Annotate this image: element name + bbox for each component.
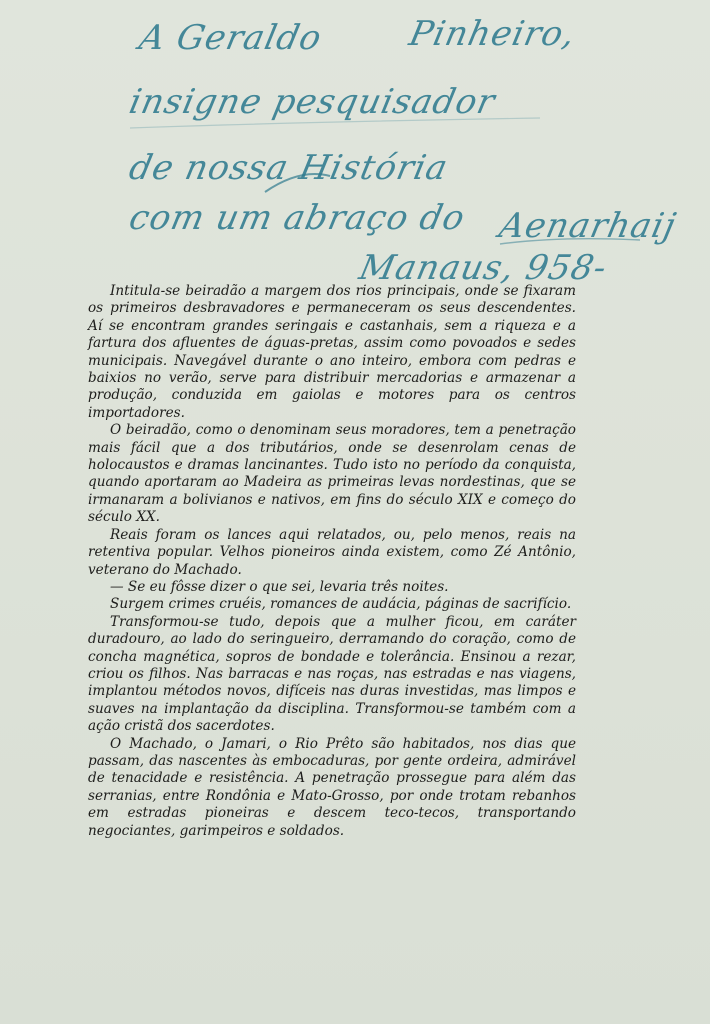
dedication-line-1b: Pinheiro, [405,14,580,54]
body-text [88,283,576,840]
dedication-signature: Aenarhaij [495,206,680,246]
paragraph-5: Surgem crimes cruéis, romances de audácia, páginas de sacrifício. [110,596,572,613]
paragraph-1: Intitula-se beiradão a margem dos rios principais, onde se fixaram os primeiros desbravadores e permaneceram os seus descendentes. Aí se encontram grandes seringais e castanhais, sem a riqueza e a fartura dos afluentes de águas-pretas, assim como povoados e sedes municipais. Navegável durante o ano inteiro, embora com pedras e baixios no verão, serve para distribuir mercadorias e armazenar a produção, conduzida em gaiolas e motores para os centros importadores. [88,283,576,421]
paragraph-6: Transformou-se tudo, depois que a mulher ficou, em caráter duradouro, ao lado do seringueiro, derramando do coração, como de concha magnética, sopros de bondade e tolerância. Ensinou a rezar, criou os filhos. Nas barracas e nas roças, nas estradas e nas viagens, implantou métodos novos, difíceis nas duras investidas, mas limpos e suaves na implantação da disciplina. Transformou-se também com a ação cristã dos sacerdotes. [88,613,576,735]
paragraph-4: — Se eu fôsse dizer o que sei, levaria três noites. [110,578,449,595]
paragraph-3: Reais foram os lances aqui relatados, ou, pelo menos, reais na retentiva popular. Velhos pioneiros ainda existem, como Zé Antônio, veterano do Machado. [88,526,576,578]
paragraph-2: O beiradão, como o denominam seus moradores, tem a penetração mais fácil que a dos tributários, onde se desenrolam cenas de holocaustos e dramas lancinantes. Tudo isto no período da conquista, quando aportaram ao Madeira as primeiras levas nordestinas, que se irmanaram a bolivianos e nativos, em fins do século XIX e começo do século XX. [88,422,576,526]
handwritten-dedication [0,0,710,290]
dedication-line-4: com um abraço do [125,198,469,238]
dedication-place-date: Manaus, 958- [355,248,611,288]
paragraph-7: O Machado, o Jamari, o Rio Prêto são habitados, nos dias que passam, das nascentes às embocaduras, por gente ordeira, admirável de tenacidade e resistência. A penetração prossegue para além das serranias, entre Rondônia e Mato-Grosso, por onde trotam rebanhos em estradas pioneiras e descem teco-tecos, transportando negociantes, garimpeiros e soldados. [88,735,576,839]
ink-flourish-icon [0,0,710,290]
dedication-line-3: de nossa História [125,148,452,188]
dedication-line-2: insigne pesquisador [125,82,500,122]
dedication-line-1a: A Geraldo [135,18,326,58]
